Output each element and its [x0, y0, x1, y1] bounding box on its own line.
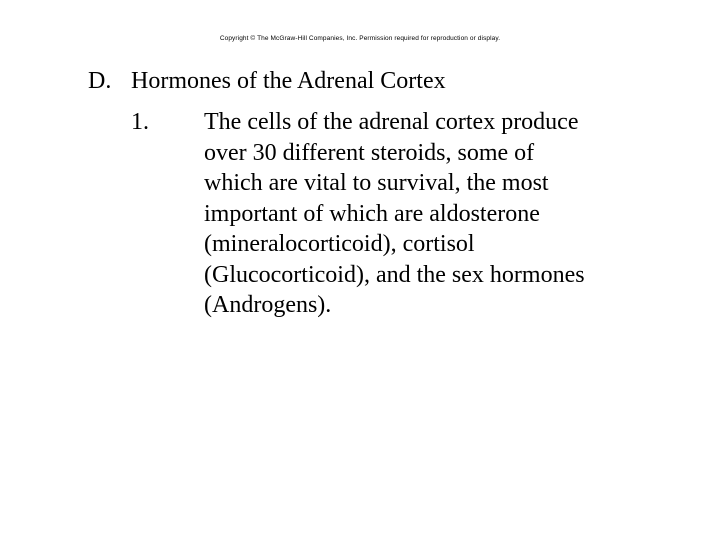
text-line: which are vital to survival, the most	[204, 170, 549, 196]
section-marker: D.	[88, 68, 112, 94]
section-title: Hormones of the Adrenal Cortex	[131, 68, 446, 94]
text-line: (Glucocorticoid), and the sex hormones	[204, 261, 585, 288]
copyright-notice: Copyright © The McGraw-Hill Companies, Inc. Permission required for reproduction or display.	[219, 35, 501, 42]
text-line: The cells of the adrenal cortex produce	[204, 109, 579, 135]
list-item-text	[204, 107, 674, 321]
text-line: (mineralocorticoid), cortisol	[204, 231, 475, 257]
text-line: over 30 different steroids, some of	[204, 139, 535, 166]
text-line: important of which are aldosterone	[204, 200, 540, 227]
text-line: (Androgens).	[204, 292, 332, 318]
section-heading	[88, 66, 446, 96]
list-item-number: 1.	[131, 109, 149, 135]
